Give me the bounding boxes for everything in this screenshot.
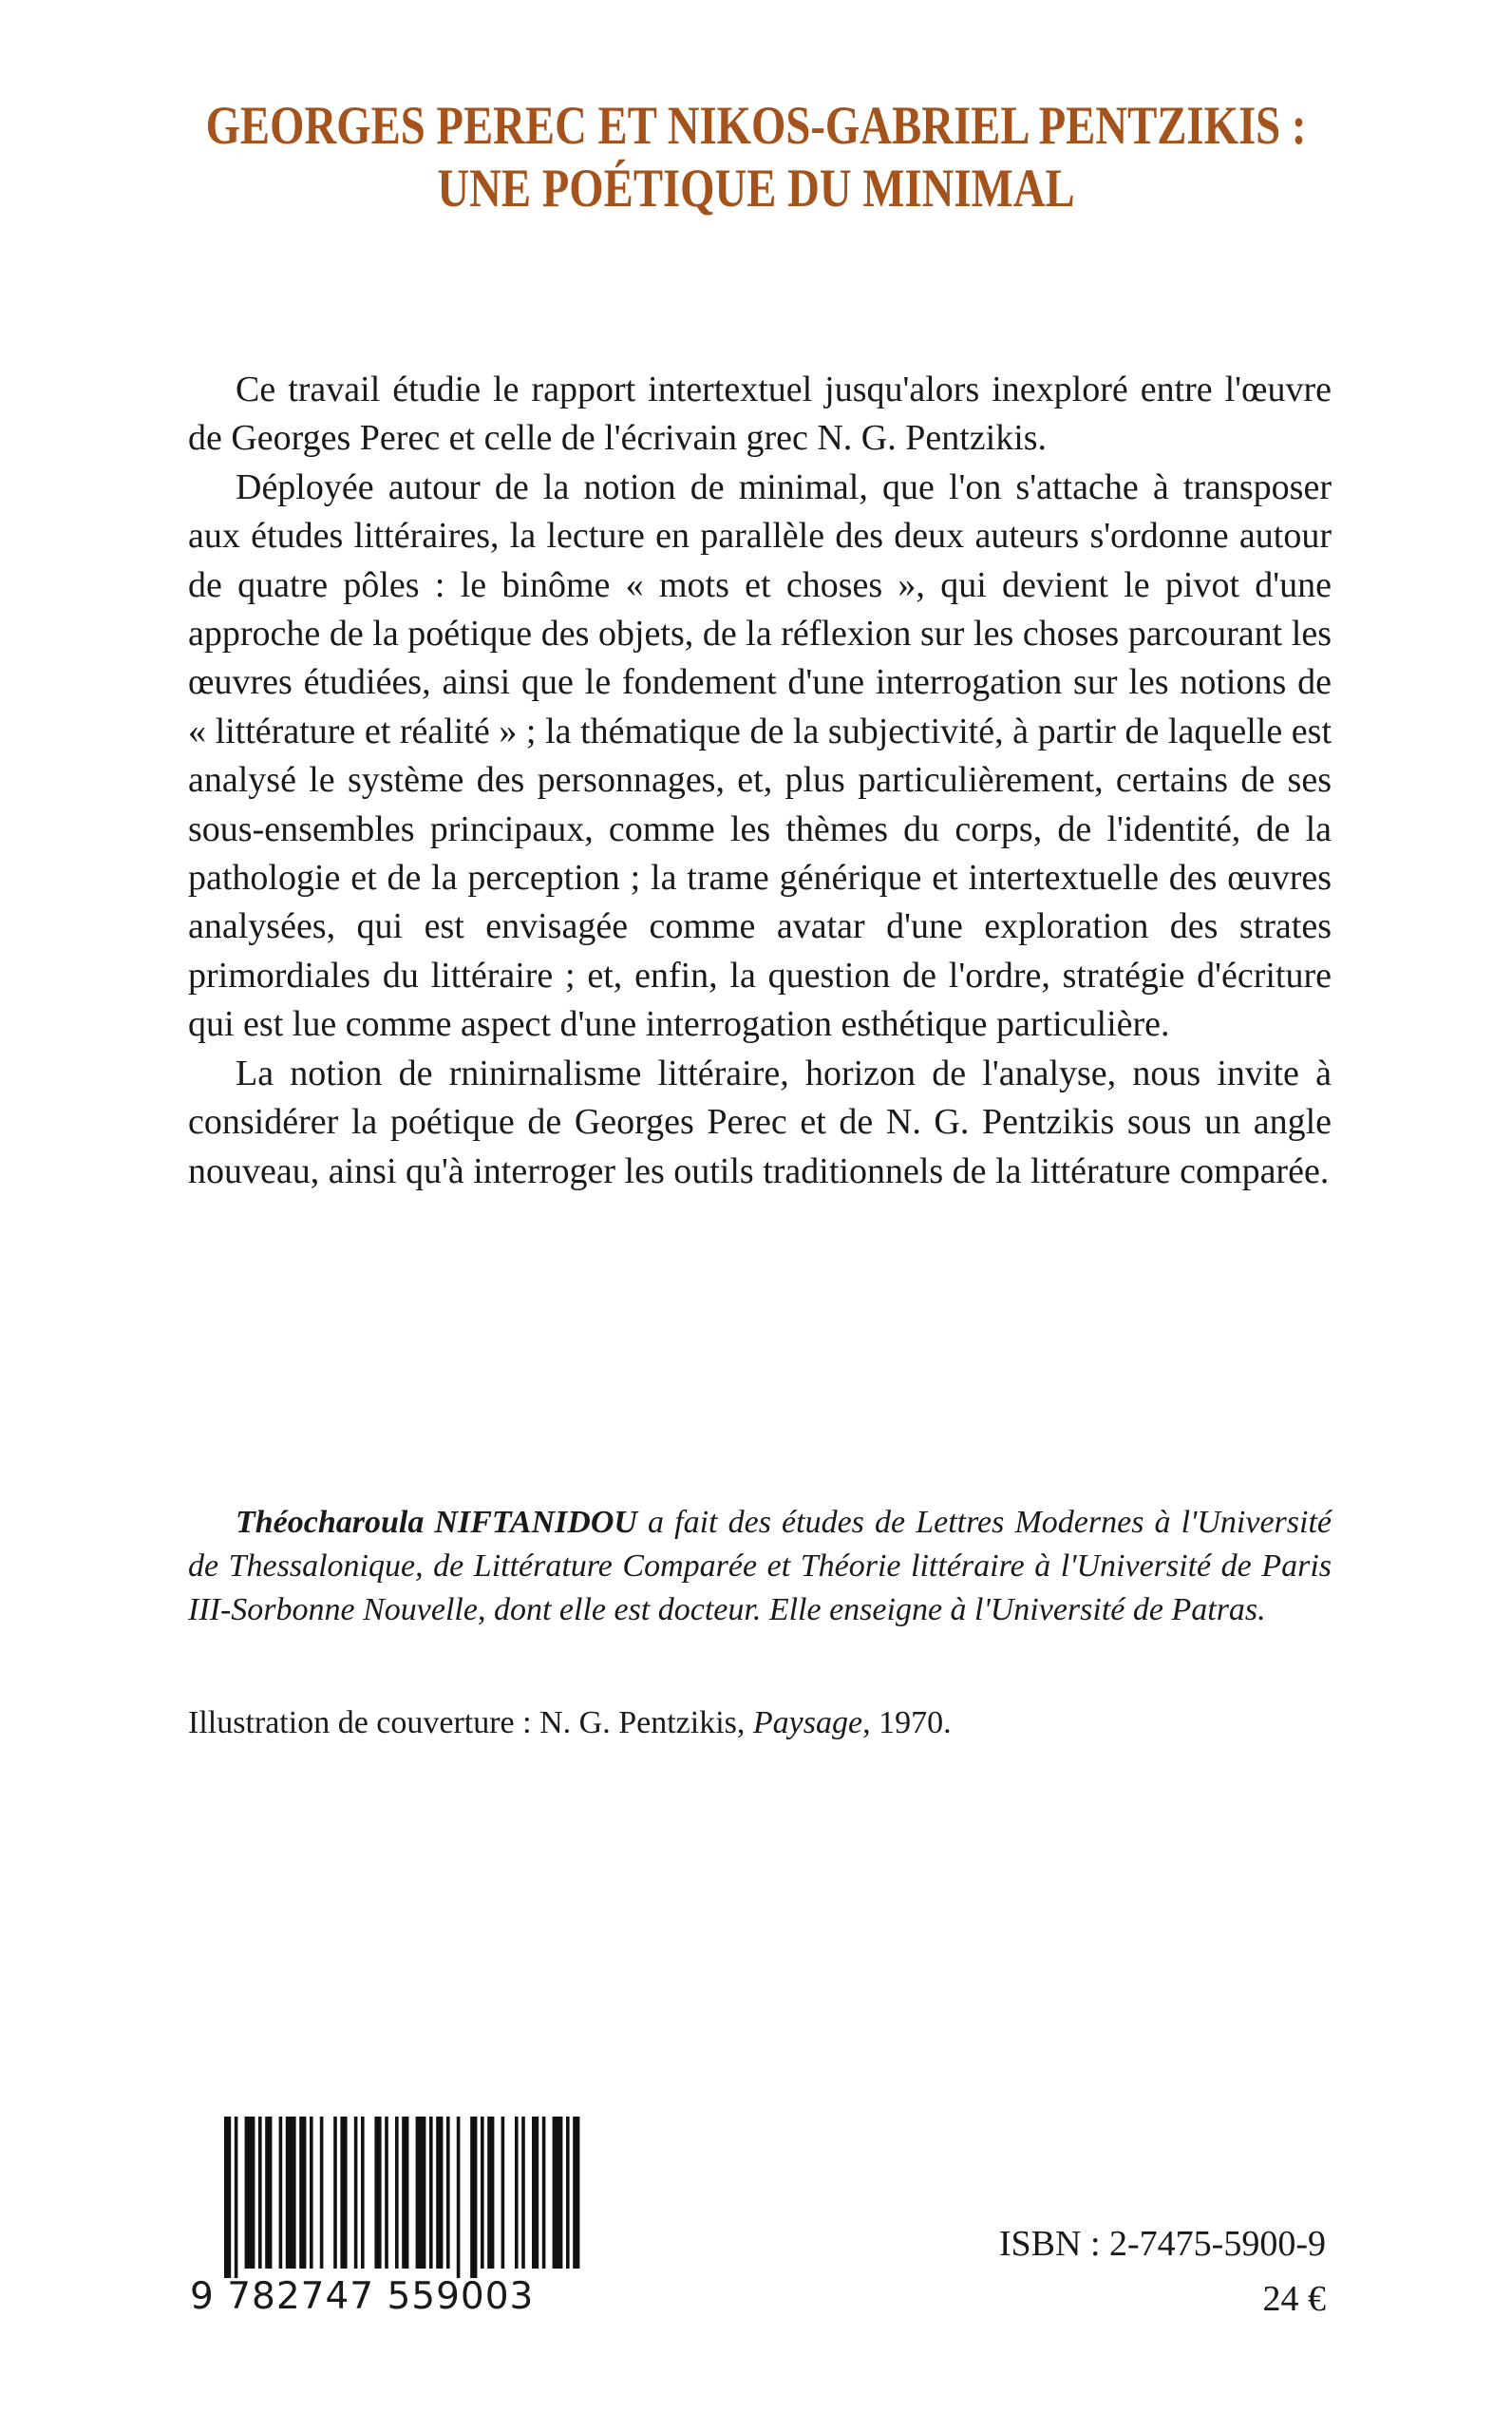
book-title-line-1: GEORGES PEREC ET NIKOS-GABRIEL PENTZIKIS : (205, 96, 1307, 156)
summary-paragraph-3: La notion de rninirnalisme littéraire, horizon de l'analyse, nous invite à considérer la poétique de Georges Perec et de N. G. Pentzikis sous un angle nouveau, ainsi qu'à interroger les outils traditionnels de la littérature comparée. (188, 1053, 1332, 1191)
barcode-bar (340, 2117, 347, 2269)
barcode-bar (385, 2117, 388, 2269)
barcode-bar (573, 2117, 579, 2269)
price: 24 € (1262, 2279, 1326, 2319)
barcode-bar (566, 2117, 570, 2269)
barcode-bar (224, 2117, 231, 2278)
barcode-bar (532, 2117, 539, 2269)
barcode-bar (320, 2117, 324, 2269)
barcode-bar (245, 2117, 255, 2269)
barcode-bar (470, 2117, 477, 2278)
barcode-bar (429, 2117, 433, 2269)
credit-prefix: Illustration de couverture : N. G. Pentzikis, (188, 1705, 753, 1740)
summary-text (188, 366, 1332, 1196)
cover-illustration-credit (188, 1701, 952, 1745)
barcode-bar (286, 2117, 296, 2269)
barcode-bar (235, 2117, 238, 2278)
barcode-bar (501, 2117, 505, 2269)
barcode-bar (354, 2117, 358, 2269)
barcode-bar (402, 2117, 408, 2269)
barcode-bar (299, 2117, 306, 2269)
barcode-bar (487, 2117, 494, 2269)
barcode-bar (279, 2117, 283, 2269)
barcode-bar (542, 2117, 546, 2269)
barcode-bar (457, 2117, 461, 2278)
barcode-bar (310, 2117, 313, 2269)
author-bio-text: a fait des études de Lettres Modernes à l'Université de Thessalonique, de Littérature Comparée et Théorie littéraire à l'Université de Paris III-Sorbonne Nouvelle, dont elle est docteur. Elle enseigne à l'Université de Patras. (188, 1505, 1332, 1627)
barcode-bar (333, 2117, 337, 2269)
barcode-bar (258, 2117, 262, 2269)
barcode-bar (521, 2117, 525, 2269)
barcode-bar (361, 2117, 365, 2269)
author-name: Théocharoula NIFTANIDOU (236, 1505, 637, 1540)
book-title (136, 95, 1375, 220)
book-title-line-2: UNE POÉTIQUE DU MINIMAL (437, 159, 1075, 218)
barcode-bar (553, 2117, 563, 2269)
barcode-bar (416, 2117, 426, 2269)
credit-work-title: Paysage (752, 1705, 863, 1740)
barcode-bar (481, 2117, 484, 2269)
barcode-bar (374, 2117, 381, 2269)
barcode-bar (436, 2117, 443, 2269)
barcode-bar (395, 2117, 399, 2269)
barcode-digits: 9 782747 559003 (190, 2275, 535, 2318)
barcode-bars (190, 2117, 589, 2278)
barcode-bar (446, 2117, 450, 2269)
summary-paragraph-2: Déployée autour de la notion de minimal, que l'on s'attache à transposer aux études littéraires, la lecture en parallèle des deux auteurs s'ordonne autour de quatre pôles : le binôme « mots et choses », qui devient le pivot d'une approche de la poétique des objets, de la réflexion sur les choses parcourant les œuvres étudiées, ainsi que le fondement d'une interrogation sur les notions de « littérature et réalité » ; la thématique de la subjectivité, à partir de laquelle est analysé le système des personnages, et, plus particulièrement, certains de ses sous-ensembles principaux, comme les thèmes du corps, de l'identité, de la pathologie et de la perception ; la trame générique et intertextuelle des œuvres analysées, qui est envisagée comme avatar d'une exploration des strates primordiales du littéraire ; et, enfin, la question de l'ordre, stratégie d'écriture qui est lue comme aspect d'une interrogation esthétique particulière. (188, 466, 1332, 1045)
isbn: ISBN : 2-7475-5900-9 (998, 2224, 1326, 2264)
credit-suffix: , 1970. (862, 1705, 952, 1740)
barcode-bar (265, 2117, 272, 2269)
barcode-bar (515, 2117, 519, 2269)
author-bio (188, 1501, 1332, 1632)
summary-paragraph-1: Ce travail étudie le rapport intertextuel jusqu'alors inexploré entre l'œuvre de Georges Perec et celle de l'écrivain grec N. G. Pentzikis. (188, 370, 1332, 459)
